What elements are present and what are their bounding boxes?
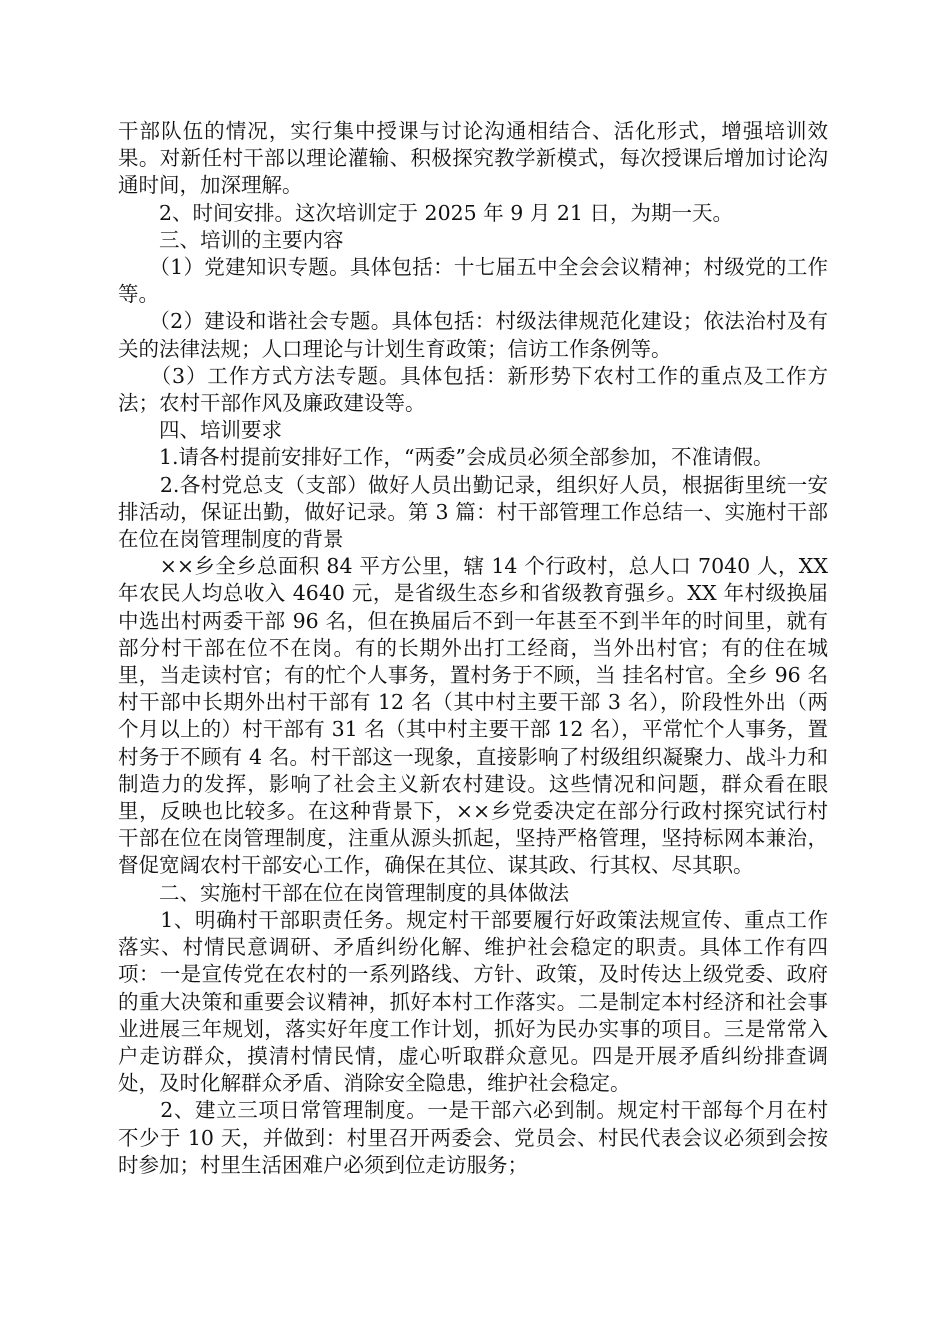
paragraph-party-building-topic: （1）党建知识专题。具体包括：十七届五中全会会议精神；村级党的工作等。 (118, 255, 828, 307)
document-body (118, 118, 835, 1179)
paragraph-requirement-1: 1.请各村提前安排好工作，“两委”会成员必须全部参加，不准请假。 (118, 445, 774, 470)
paragraph-duties: 1、明确村干部职责任务。规定村干部要履行好政策法规宣传、重点工作落实、村情民意调研、矛盾纠纷化解、维护社会稳定的职责。具体工作有四项：一是宣传党在农村的一系列路线、方针、政策，及时传达上级党委、政府的重大决策和重要会议精神，抓好本村工作落实。二是制定本村经济和社会事业进展三年规划，落实好年度工作计划，抓好为民办实事的项目。三是常常入户走访群众，摸清村情民情，虚心听取群众意见。四是开展矛盾纠纷排查调处，及时化解群众矛盾、消除安全隐患，维护社会稳定。 (118, 907, 828, 1096)
paragraph-training-format: 干部队伍的情况，实行集中授课与讨论沟通相结合、活化形式，增强培训效果。对新任村干部以理论灌输、积极探究教学新模式，每次授课后增加讨论沟通时间，加深理解。 (118, 119, 828, 198)
heading-training-requirements: 四、培训要求 (118, 418, 282, 443)
paragraph-work-methods-topic: （3）工作方式方法专题。具体包括：新形势下农村工作的重点及工作方法；农村干部作风及廉政建设等。 (118, 363, 828, 416)
heading-specific-practices: 二、实施村干部在位在岗管理制度的具体做法 (118, 880, 569, 905)
paragraph-harmonious-society-topic: （2）建设和谐社会专题。具体包括：村级法律规范化建设；依法治村及有关的法律法规；人口理论与计划生育政策；信访工作条例等。 (118, 309, 828, 361)
paragraph-background: ××乡全乡总面积 84 平方公里，辖 14 个行政村，总人口 7040 人，XX 年农民人均总收入 4640 元，是省级生态乡和省级教育强乡。XX 年村级换届中选出村两委干部 96 名，但在换届后不到一年甚至不到半年的时间里，就有部分村干部在位不在岗。有的长期外出打工经商，当外出村官；有的住在城里，当走读村官；有的忙个人事务，置村务于不顾，当 挂名村官。全乡 96 名村干部中长期外出村干部有 12 名（其中村主要干部 3 名），阶段性外出（两个月以上的）村干部有 31 名（其中村主要干部 12 名），平常忙个人事务，置村务于不顾有 4 名。村干部这一现象，直接影响了村级组织凝聚力、战斗力和制造力的发挥，影响了社会主义新农村建设。这些情况和问题，群众看在眼里，反映也比较多。在这种背景下，××乡党委决定在部分行政村探究试行村干部在位在岗管理制度，注重从源头抓起，坚持严格管理，坚持标网本兼治，督促宽阔农村干部安心工作，确保在其位、谋其政、行其权、尽其职。 (118, 554, 835, 878)
paragraph-time-schedule: 2、时间安排。这次培训定于 2025 年 9 月 21 日，为期一天。 (118, 200, 733, 225)
paragraph-management-system: 2、建立三项日常管理制度。一是干部六必到制。规定村干部每个月在村不少于 10 天，并做到：村里召开两委会、党员会、村民代表会议必须到会按时参加；村里生活困难户必须到位走访服务； (118, 1098, 828, 1177)
paragraph-requirement-2: 2.各村党总支（支部）做好人员出勤记录，组织好人员，根据街里统一安排活动，保证出勤，做好记录。第 3 篇：村干部管理工作总结一、实施村干部在位在岗管理制度的背景 (118, 472, 828, 552)
heading-training-content: 三、培训的主要内容 (118, 227, 344, 252)
